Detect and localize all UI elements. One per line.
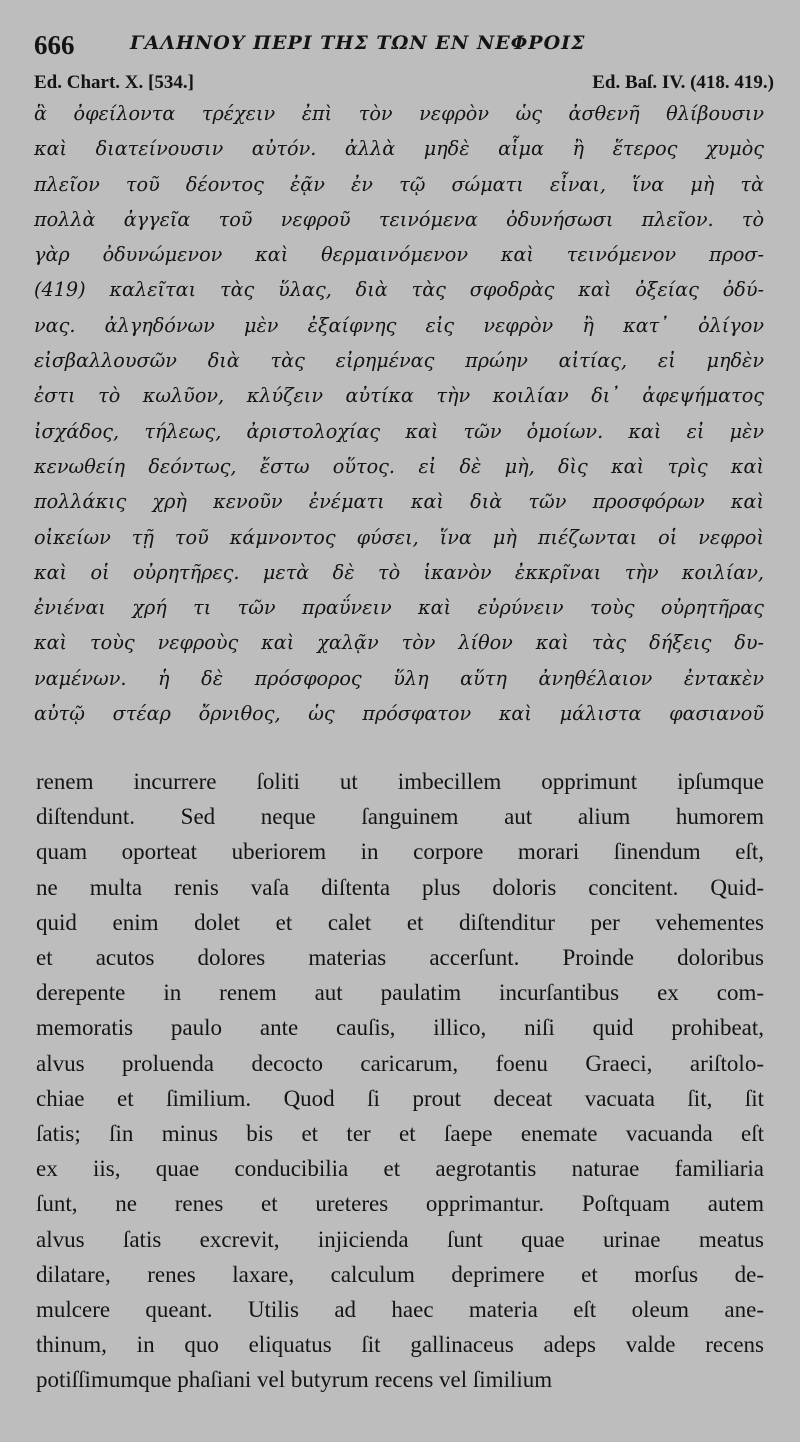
latin-line: quam oporteat uberiorem in corpore morari ſinendum eſt,: [36, 839, 764, 865]
greek-line: πολλὰ ἀγγεῖα τοῦ νεφροῦ τεινόμενα ὀδυνήσωσι πλεῖον. τὸ: [34, 207, 764, 231]
greek-line: πολλάκις χρὴ κενοῦν ἐνέματι καὶ διὰ τῶν προσφόρων καὶ: [34, 490, 764, 514]
latin-line: dilatare, renes laxare, calculum deprimere et morſus de-: [36, 1261, 764, 1287]
edition-basel-reference: Ed. Baſ. IV. (418. 419.): [592, 72, 774, 93]
latin-line: memoratis paulo ante cauſis, illico, niſi quid prohibeat,: [36, 1015, 764, 1041]
greek-line: οἰκείων τῇ τοῦ κάμνοντος φύσει, ἵνα μὴ πιέζωνται οἱ νεφροὶ: [34, 525, 764, 549]
latin-line: quid enim dolet et calet et diſtenditur per vehementes: [36, 909, 764, 935]
greek-line: (419) καλεῖται τὰς ὕλας, διὰ τὰς σφοδρὰς καὶ ὀξείας ὀδύ-: [34, 278, 764, 302]
greek-line: κενωθείη δεόντως, ἔστω οὕτος. εἰ δὲ μὴ, δὶς καὶ τρὶς καὶ: [34, 454, 764, 478]
greek-line: νας. ἀλγηδόνων μὲν ἐξαίφνης εἰς νεφρὸν ἢ κατ᾽ ὀλίγον: [34, 313, 764, 337]
latin-line: potiſſimumque phaſiani vel butyrum recens vel ſimilium: [36, 1367, 553, 1393]
latin-line: ne multa renis vaſa diſtenta plus doloris concitent. Quid-: [36, 874, 764, 900]
latin-line: ſatis; ſin minus bis et ter et ſaepe enemate vacuanda eſt: [36, 1121, 764, 1147]
latin-line: alvus ſatis excrevit, injicienda ſunt quae urinae meatus: [36, 1226, 764, 1252]
greek-line: αὐτῷ στέαρ ὄρνιθος, ὡς πρόσφατον καὶ μάλιστα φασιανοῦ: [34, 702, 764, 726]
greek-line: καὶ τοὺς νεφροὺς καὶ χαλᾷν τὸν λίθον καὶ τὰς δήξεις δυ-: [34, 631, 764, 655]
greek-line: ἐστι τὸ κωλῦον, κλύζειν αὐτίκα τὴν κοιλίαν δι᾽ ἀφεψήματος: [34, 384, 764, 408]
latin-line: alvus proluenda decocto caricarum, foenu Graeci, ariſtolo-: [36, 1050, 764, 1076]
latin-line: ſunt, ne renes et ureteres opprimantur. Poſtquam autem: [36, 1191, 764, 1217]
latin-line: thinum, in quo eliquatus ſit gallinaceus adeps valde recens: [36, 1332, 764, 1358]
latin-line: ex iis, quae conducibilia et aegrotantis naturae familiaria: [36, 1156, 764, 1182]
edition-chartier-reference: Ed. Chart. X. [534.]: [34, 72, 194, 93]
greek-line: ἰσχάδος, τήλεως, ἀριστολοχίας καὶ τῶν ὁμοίων. καὶ εἰ μὲν: [34, 419, 764, 443]
greek-line: καὶ διατείνουσιν αὐτόν. ἀλλὰ μηδὲ αἷμα ἢ ἕτερος χυμὸς: [34, 137, 764, 161]
greek-line: πλεῖον τοῦ δέοντος ἐᾷν ἐν τῷ σώματι εἶναι, ἵνα μὴ τὰ: [34, 172, 764, 196]
page-header: [34, 30, 774, 70]
latin-line: chiae et ſimilium. Quod ſi prout deceat vacuata ſit, ſit: [36, 1085, 764, 1111]
latin-line: diſtendunt. Sed neque ſanguinem aut alium humorem: [36, 804, 764, 830]
greek-line: ἃ ὀφείλοντα τρέχειν ἐπὶ τὸν νεφρὸν ὡς ἀσθενῆ θλίβουσιν: [34, 102, 764, 125]
greek-text-block: [34, 96, 764, 731]
greek-line: ναμένων. ἡ δὲ πρόσφορος ὕλη αὕτη ἀνηθέλαιον ἐντακὲν: [34, 666, 764, 690]
page-number: 666: [34, 30, 75, 60]
latin-text-block: [36, 764, 764, 1398]
running-title: ΓΑΛΗΝΟΥ ΠΕΡΙ ΤΗΣ ΤΩΝ ΕΝ ΝΕΦΡΟΙΣ: [130, 32, 586, 54]
greek-line: ἐνιέναι χρή τι τῶν πραΰνειν καὶ εὐρύνειν τοὺς οὐρητῆρας: [34, 596, 764, 620]
latin-line: renem incurrere ſoliti ut imbecillem opprimunt ipſumque: [36, 769, 764, 794]
greek-line: γὰρ ὀδυνώμενον καὶ θερμαινόμενον καὶ τεινόμενον προσ-: [34, 243, 764, 267]
latin-line: mulcere queant. Utilis ad haec materia eſt oleum ane-: [36, 1297, 764, 1323]
greek-line: εἰσβαλλουσῶν διὰ τὰς εἰρημένας πρώην αἰτίας, εἰ μηδὲν: [34, 349, 764, 373]
greek-line: καὶ οἱ οὐρητῆρες. μετὰ δὲ τὸ ἱκανὸν ἐκκρῖναι τὴν κοιλίαν,: [34, 560, 764, 584]
latin-line: et acutos dolores materias accerſunt. Proinde doloribus: [36, 945, 764, 971]
latin-line: derepente in renem aut paulatim incurſantibus ex com-: [36, 980, 764, 1006]
